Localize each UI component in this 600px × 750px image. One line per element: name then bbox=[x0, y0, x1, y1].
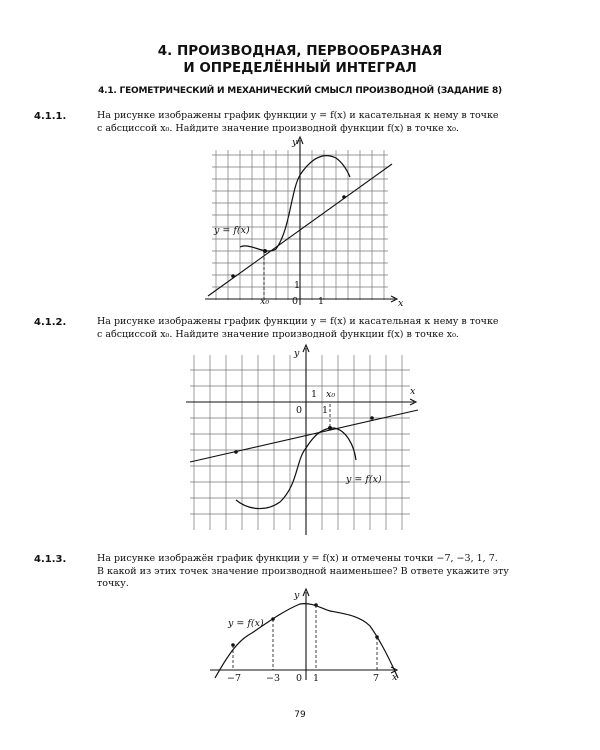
graph-2-origin-label: 0 bbox=[296, 405, 303, 416]
graph-3-tick-1: 1 bbox=[313, 673, 320, 684]
graph-2-function-label: y = f(x) bbox=[346, 474, 382, 485]
chapter-title-line2: И ОПРЕДЕЛЁННЫЙ ИНТЕГРАЛ bbox=[183, 60, 417, 76]
graph-1-x0-label: x₀ bbox=[260, 296, 270, 307]
graph-2-x-label: x bbox=[410, 386, 416, 397]
page-number: 79 bbox=[294, 710, 306, 720]
problem-3-line1: На рисунке изображён график функции y = f(x) и отмечены точки −7, −3, 1, 7. bbox=[97, 553, 498, 564]
graph-2-unit-y-label: 1 bbox=[311, 389, 318, 400]
graph-1-unit-y-label: 1 bbox=[294, 280, 301, 291]
problem-1-line1: На рисунке изображены график функции y = f(x) и касательная к нему в точке bbox=[97, 110, 499, 121]
graph-1-origin-label: 0 bbox=[292, 296, 299, 307]
graph-2-y-label: y bbox=[294, 348, 300, 359]
graph-1-function-label: y = f(x) bbox=[214, 225, 250, 236]
chapter-title-line1: 4. ПРОИЗВОДНАЯ, ПЕРВООБРАЗНАЯ bbox=[157, 43, 443, 59]
problem-number-1: 4.1.1. bbox=[34, 111, 67, 122]
graph-3-function-label: y = f(x) bbox=[228, 618, 264, 629]
graph-1-x-label: x bbox=[398, 298, 404, 309]
graph-3-origin-label: 0 bbox=[296, 673, 303, 684]
graph-2-unit-x-label: 1 bbox=[322, 405, 329, 416]
graph-1-y-label: y bbox=[292, 137, 298, 148]
graph-3-tick-7: 7 bbox=[373, 673, 380, 684]
graph-3-point-7 bbox=[375, 635, 379, 639]
graph-3-tick-m3: −3 bbox=[266, 673, 281, 684]
problem-number-3: 4.1.3. bbox=[34, 554, 67, 565]
problem-2-line2: с абсциссой x₀. Найдите значение производной функции f(x) в точке x₀. bbox=[97, 328, 459, 340]
graph-3-x-label: x bbox=[392, 672, 398, 683]
section-subtitle: 4.1. ГЕОМЕТРИЧЕСКИЙ И МЕХАНИЧЕСКИЙ СМЫСЛ ПРОИЗВОДНОЙ (ЗАДАНИЕ 8) bbox=[98, 86, 502, 96]
graph-3-point-1 bbox=[314, 603, 318, 607]
graph-1-unit-x-label: 1 bbox=[318, 296, 325, 307]
graph-2-x0-label: x₀ bbox=[326, 389, 336, 400]
problem-1-line2: с абсциссой x₀. Найдите значение производной функции f(x) в точке x₀. bbox=[97, 122, 459, 134]
graph-3-y-label: y bbox=[294, 590, 300, 601]
graph-3-point-m3 bbox=[271, 617, 275, 621]
graph-3-point-m7 bbox=[231, 643, 235, 647]
graph-3-tick-m7: −7 bbox=[227, 673, 242, 684]
problem-2-line1: На рисунке изображены график функции y = f(x) и касательная к нему в точке bbox=[97, 316, 499, 327]
problem-3-line3: точку. bbox=[97, 578, 129, 589]
problem-3-line2: В какой из этих точек значение производной наименьшее? В ответе укажите эту bbox=[97, 565, 509, 577]
problem-number-2: 4.1.2. bbox=[34, 317, 67, 328]
